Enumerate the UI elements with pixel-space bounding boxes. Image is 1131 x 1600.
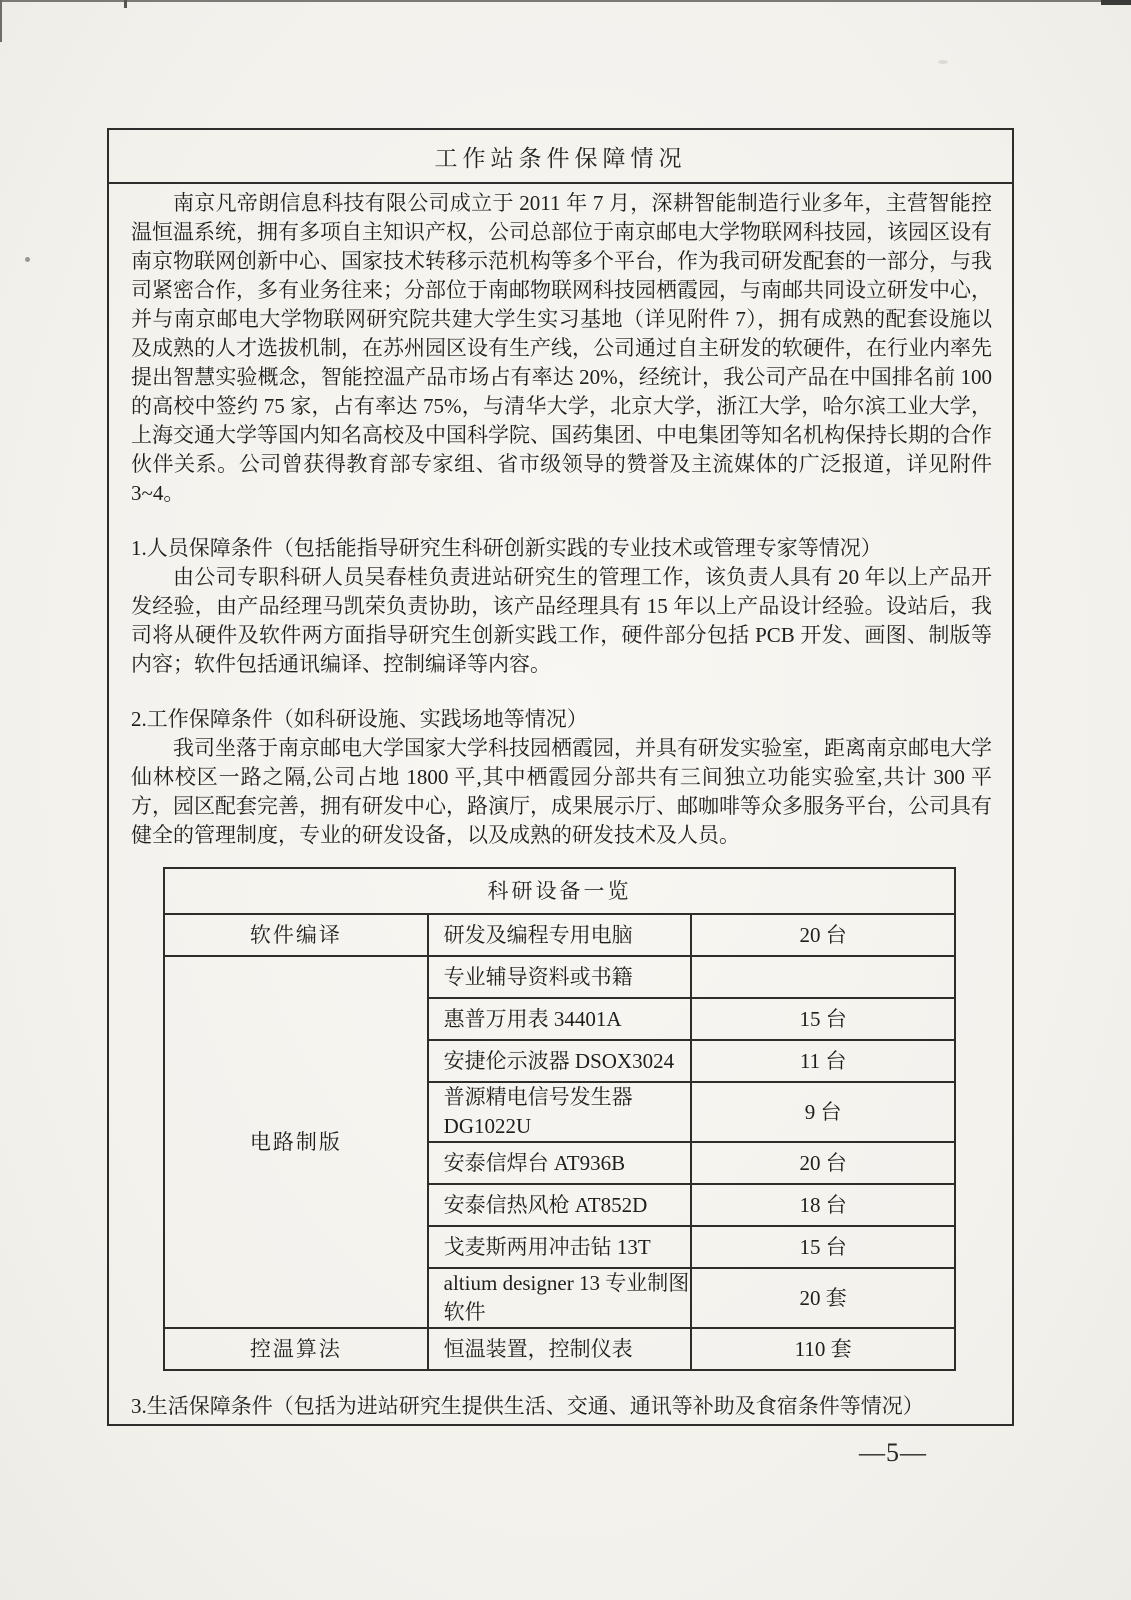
equipment-qty-cell: 20 套 bbox=[691, 1268, 955, 1328]
equipment-category-cell: 软件编译 bbox=[164, 914, 428, 956]
equipment-qty-cell: 11 台 bbox=[691, 1040, 955, 1082]
document-border-box bbox=[107, 128, 1014, 1426]
equipment-name-cell: 恒温装置，控制仪表 bbox=[428, 1328, 692, 1370]
intro-paragraph: 南京凡帝朗信息科技有限公司成立于 2011 年 7 月，深耕智能制造行业多年，主营智能控温恒温系统，拥有多项自主知识产权，公司总部位于南京邮电大学物联网科技园，该园区设有南京物联网创新中心、国家技术转移示范机构等多个平台，作为我司研发配套的一部分，与我司紧密合作，多有业务往来；分部位于南邮物联网科技园栖霞园，与南邮共同设立研发中心，并与南京邮电大学物联网研究院共建大学生实习基地（详见附件 7），拥有成熟的配套设施以及成熟的人才选拔机制，在苏州园区设有生产线，公司通过自主研发的软硬件，在行业内率先提出智慧实验概念，智能控温产品市场占有率达 20%，经统计，我公司产品在中国排名前 100 的高校中签约 75 家，占有率达 75%，与清华大学，北京大学，浙江大学，哈尔滨工业大学，上海交通大学等国内知名高校及中国科学院、国药集团、中电集团等知名机构保持长期的合作伙伴关系。公司曾获得教育部专家组、省市级领导的赞誉及主流媒体的广泛报道，详见附件 3~4。 bbox=[131, 191, 992, 505]
equipment-qty-cell bbox=[691, 956, 955, 998]
section-2-heading: 2.工作保障条件（如科研设施、实践场地等情况） bbox=[131, 707, 588, 731]
equipment-name-cell: 安捷伦示波器 DSOX3024 bbox=[428, 1040, 692, 1082]
equipment-name-cell: 惠普万用表 34401A bbox=[428, 998, 692, 1040]
equipment-name-cell: 安泰信热风枪 AT852D bbox=[428, 1184, 692, 1226]
equipment-name-cell: altium designer 13 专业制图软件 bbox=[428, 1268, 692, 1328]
equipment-qty-cell: 15 台 bbox=[691, 998, 955, 1040]
equipment-qty-cell: 20 台 bbox=[691, 914, 955, 956]
section-1-body: 由公司专职科研人员吴春桂负责进站研究生的管理工作，该负责人具有 20 年以上产品开发经验，由产品经理马凯荣负责协助，该产品经理具有 15 年以上产品设计经验。设站后，我司将从硬件及软件两方面指导研究生创新实践工作，硬件部分包括 PCB 开发、画图、制版等内容；软件包括通讯编译、控制编译等内容。 bbox=[131, 565, 992, 676]
equipment-name-cell: 安泰信焊台 AT936B bbox=[428, 1142, 692, 1184]
equipment-table-title-row bbox=[164, 868, 955, 914]
scan-corner-artifact bbox=[1101, 0, 1131, 5]
document-content bbox=[109, 184, 1012, 1421]
document-title: 工作站条件保障情况 bbox=[109, 130, 1012, 184]
section-2-body: 我司坐落于南京邮电大学国家大学科技园栖霞园，并具有研发实验室，距离南京邮电大学仙林校区一路之隔,公司占地 1800 平,其中栖霞园分部共有三间独立功能实验室,共计 300 平方，园区配套完善，拥有研发中心，路演厅，成果展示厅、邮咖啡等众多服务平台，公司具有健全的管理制度，专业的研发设备，以及成熟的研发技术及人员。 bbox=[131, 736, 992, 847]
equipment-name-cell: 戈麦斯两用冲击钻 13T bbox=[428, 1226, 692, 1268]
scan-tick-artifact bbox=[124, 0, 127, 8]
equipment-qty-cell: 9 台 bbox=[691, 1082, 955, 1142]
scan-left-edge-artifact bbox=[0, 0, 2, 42]
equipment-qty-cell: 110 套 bbox=[691, 1328, 955, 1370]
equipment-row bbox=[164, 1328, 955, 1370]
equipment-category-cell: 电路制版 bbox=[164, 956, 428, 1328]
equipment-table bbox=[163, 867, 956, 1371]
equipment-name-cell: 研发及编程专用电脑 bbox=[428, 914, 692, 956]
equipment-name-cell: 普源精电信号发生器 DG1022U bbox=[428, 1082, 692, 1142]
equipment-row bbox=[164, 914, 955, 956]
equipment-qty-cell: 20 台 bbox=[691, 1142, 955, 1184]
equipment-table-title: 科研设备一览 bbox=[164, 868, 955, 914]
scan-edge-artifact bbox=[0, 0, 1131, 2]
scan-speck-artifact bbox=[25, 257, 30, 262]
equipment-qty-cell: 18 台 bbox=[691, 1184, 955, 1226]
equipment-name-cell: 专业辅导资料或书籍 bbox=[428, 956, 692, 998]
section-3-heading: 3.生活保障条件（包括为进站研究生提供生活、交通、通讯等补助及食宿条件等情况） bbox=[131, 1394, 924, 1418]
page-number: —5— bbox=[859, 1438, 927, 1467]
section-1-heading: 1.人员保障条件（包括能指导研究生科研创新实践的专业技术或管理专家等情况） bbox=[131, 536, 882, 560]
scan-speck-artifact bbox=[938, 60, 948, 64]
equipment-row bbox=[164, 956, 955, 998]
equipment-category-cell: 控温算法 bbox=[164, 1328, 428, 1370]
equipment-qty-cell: 15 台 bbox=[691, 1226, 955, 1268]
